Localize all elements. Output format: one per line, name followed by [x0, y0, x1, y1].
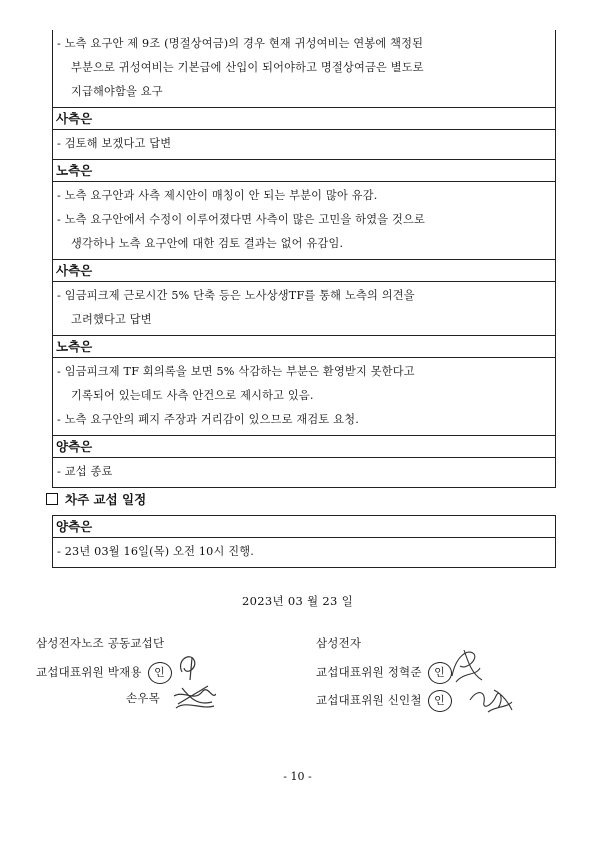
company-rep-1-name: 교섭대표위원 정혁준 [316, 665, 422, 679]
checkbox-square-icon [46, 493, 58, 505]
handwritten-signature-icon [468, 682, 514, 714]
statement-cell [53, 282, 555, 335]
handwritten-signature-icon [172, 650, 216, 712]
statement-cell [53, 458, 555, 487]
text-line: - 검토해 보겠다고 답변 [57, 137, 172, 150]
seal-mark: 인 [148, 662, 172, 684]
union-rep-1-name: 교섭대표위원 박재용 [36, 665, 142, 679]
section-title-text: 차주 교섭 일정 [65, 492, 147, 507]
company-rep-2-name: 교섭대표위원 신인철 [316, 693, 422, 707]
text-line: - 임금피크제 근로시간 5% 단축 등은 노사상생TF를 통해 노측의 의견을 [57, 289, 415, 302]
speaker-header: 노측은 [53, 335, 555, 358]
text-line: 기록되어 있는데도 사측 안건으로 제시하고 있음. [71, 389, 314, 402]
speaker-header: 사측은 [53, 107, 555, 130]
text-line: - 노측 요구안 제 9조 (명절상여금)의 경우 현재 귀성여비는 연봉에 책정된 [57, 37, 424, 50]
company-rep-1 [316, 662, 452, 684]
speaker-header: 양측은 [53, 435, 555, 458]
statement-cell [53, 130, 555, 159]
text-line: 생각하나 노측 요구안에 대한 검토 결과는 없어 유감임. [71, 237, 344, 250]
union-rep-2 [126, 690, 160, 706]
page-number: - 10 - [283, 770, 312, 783]
union-rep-2-name: 손우목 [126, 691, 160, 705]
text-line: 지급해야함을 요구 [71, 85, 163, 98]
company-org-name: 삼성전자 [316, 636, 362, 650]
document-date: 2023년 03 월 23 일 [242, 594, 353, 608]
union-rep-1 [36, 662, 172, 684]
text-line: 부분으로 귀성여비는 기본급에 산입이 되어야하고 명절상여금은 별도로 [71, 61, 424, 74]
next-session-table [52, 515, 556, 568]
continuation-cell [53, 30, 555, 107]
minutes-table [52, 30, 556, 488]
speaker-header: 노측은 [53, 159, 555, 182]
section-heading [46, 490, 146, 508]
text-line: 고려했다고 답변 [71, 313, 152, 326]
text-line: - 23년 03월 16일(목) 오전 10시 진행. [57, 545, 255, 558]
union-org-name: 삼성전자노조 공동교섭단 [36, 636, 165, 650]
text-line: - 임금피크제 TF 회의록을 보면 5% 삭감하는 부분은 환영받지 못한다고 [57, 365, 415, 378]
seal-mark: 인 [428, 662, 452, 684]
speaker-header: 양측은 [53, 516, 555, 538]
text-line: - 교섭 종료 [57, 465, 113, 478]
speaker-header: 사측은 [53, 259, 555, 282]
statement-cell [53, 538, 555, 567]
statement-cell [53, 358, 555, 435]
text-line: - 노측 요구안의 폐지 주장과 거리감이 있으므로 재검토 요청. [57, 413, 359, 426]
text-line: - 노측 요구안과 사측 제시안이 매칭이 안 되는 부분이 많아 유감. [57, 189, 378, 202]
text-line: - 노측 요구안에서 수정이 이루어졌다면 사측이 많은 고민을 하였을 것으로 [57, 213, 426, 226]
statement-cell [53, 182, 555, 259]
handwritten-signature-icon [446, 646, 486, 686]
seal-mark: 인 [428, 690, 452, 712]
company-rep-2 [316, 690, 452, 712]
